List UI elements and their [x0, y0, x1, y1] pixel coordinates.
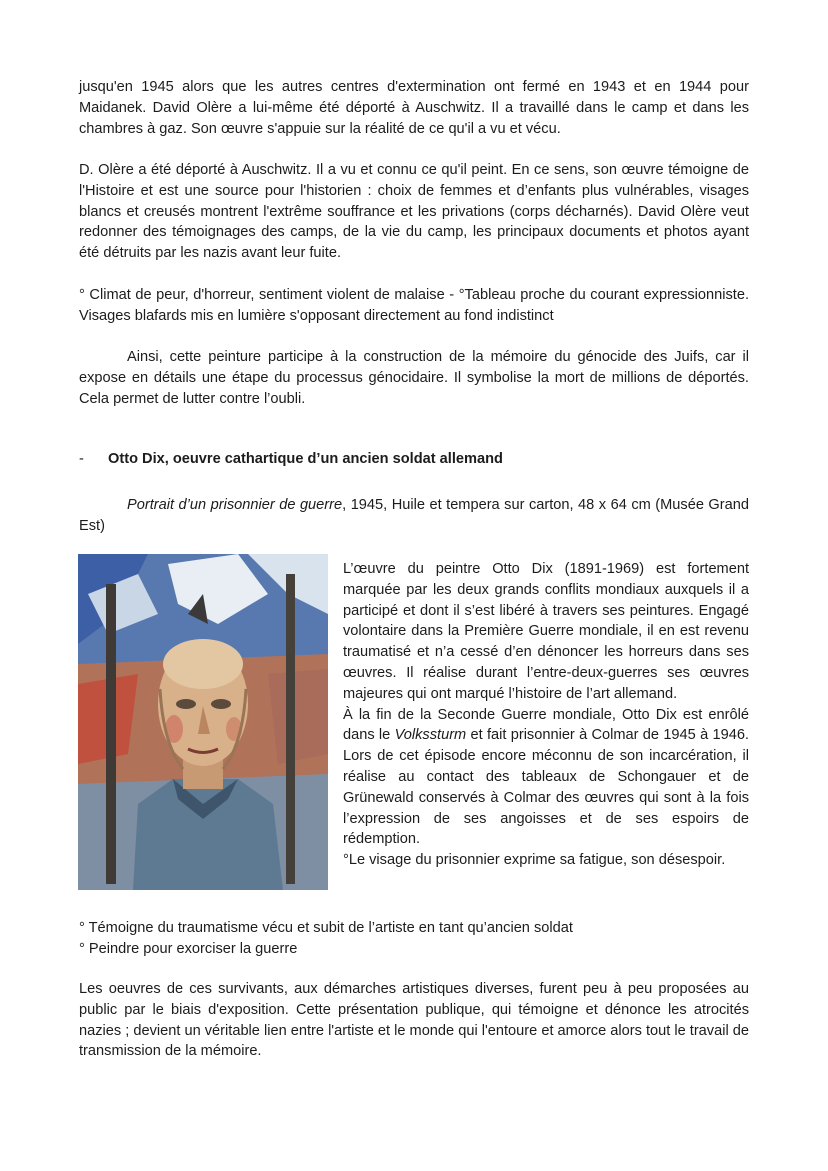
bullet-item: ° Témoigne du traumatisme vécu et subit de l’artiste en tant qu’ancien soldat	[79, 920, 573, 936]
paragraph-olere-testimony: D. Olère a été déporté à Auschwitz. Il a vu et connu ce qu'il peint. En ce sens, son œuvre témoigne de l'Histoire et est une source pour l'historien : choix de femmes et d’enfants plus vulnérables, visages blancs et creusés montrent l'extrême souffrance et les privations (corps décharnés). David Olère veut redonner des témoignages des camps, de la vie du camp, les principaux documents et photos ayant été détruits par les nazis avant leur fuite.	[79, 162, 749, 262]
artwork-title: Portrait d’un prisonnier de guerre	[127, 497, 343, 513]
paragraph-conclusion: Les oeuvres de ces survivants, aux démarches artistiques diverses, furent peu à peu proposées au public par le biais d'exposition. Cette présentation publique, qui témoigne et dénonce les atrocités nazies ; devient un véritable lien entre l'artiste et le monde qui l'entoure et amorce alors tout le travail de transmission de la mémoire.	[79, 981, 749, 1060]
captivity-text-start: À la fin de la Seconde Guerre mondiale, Otto Dix est enrôlé dans le	[343, 706, 749, 744]
otto-dix-description	[343, 559, 749, 871]
volkssturm-term: Volkssturm	[394, 727, 467, 744]
side-paragraph-face: °Le visage du prisonnier exprime sa fatigue, son désespoir.	[343, 852, 726, 869]
captivity-text-end: et fait prisonnier à Colmar de 1945 à 1946. Lors de cet épisode encore méconnu de son incarcération, il réalise au contact des tableaux de Schongauer et de Grünewald conservés à Colmar des œuvres qui sont à la fois l’expression de ses angoisses et de ses espoirs de rédemption.	[343, 727, 749, 848]
paragraph-olere-climate: ° Climat de peur, d'horreur, sentiment violent de malaise - °Tableau proche du courant expressionniste. Visages blafards mis en lumière s'opposant directement au fond indistinct	[79, 287, 749, 324]
paragraph-olere-context: jusqu'en 1945 alors que les autres centres d'extermination ont fermé en 1943 et en 1944 pour Maidanek. David Olère a lui-même été déporté à Auschwitz. Il a travaillé dans le camp et dans les chambres à gaz. Son œuvre s'appuie sur la réalité de ce qu'il a vu et vécu.	[79, 79, 749, 137]
paragraph-olere-conclusion: Ainsi, cette peinture participe à la construction de la mémoire du génocide des Juifs, car il expose en détails une étape du processus génocidaire. Il symbolise la mort de millions de déportés. Cela permet de lutter contre l’oubli.	[79, 349, 749, 407]
painting-portrait-prisoner	[78, 554, 328, 890]
side-paragraph-biography: L’œuvre du peintre Otto Dix (1891-1969) est fortement marquée par les deux grands conflits mondiaux auxquels il a participé et dont il s’est libéré à travers ses peintures. Engagé volontaire dans la Première Guerre mondiale, il en est revenu traumatisé et n’a cessé d’en dénoncer les horreurs dans ses œuvres. Il réalise durant l’entre-deux-guerres ses œuvres majeures qui ont marqué l’histoire de l’art allemand.	[343, 561, 749, 702]
side-paragraph-captivity	[343, 705, 749, 851]
heading-dash: -	[79, 451, 84, 467]
section-heading-otto-dix	[79, 451, 503, 467]
heading-title: Otto Dix, oeuvre cathartique d’un ancien soldat allemand	[108, 451, 503, 467]
artwork-details: , 1945, Huile et tempera sur carton, 48 x 64 cm (Musée Grand Est)	[79, 497, 749, 534]
bullet-list	[79, 918, 749, 960]
bullet-item: ° Peindre pour exorciser la guerre	[79, 941, 298, 957]
painting-image	[78, 554, 328, 890]
artwork-caption	[79, 495, 749, 537]
